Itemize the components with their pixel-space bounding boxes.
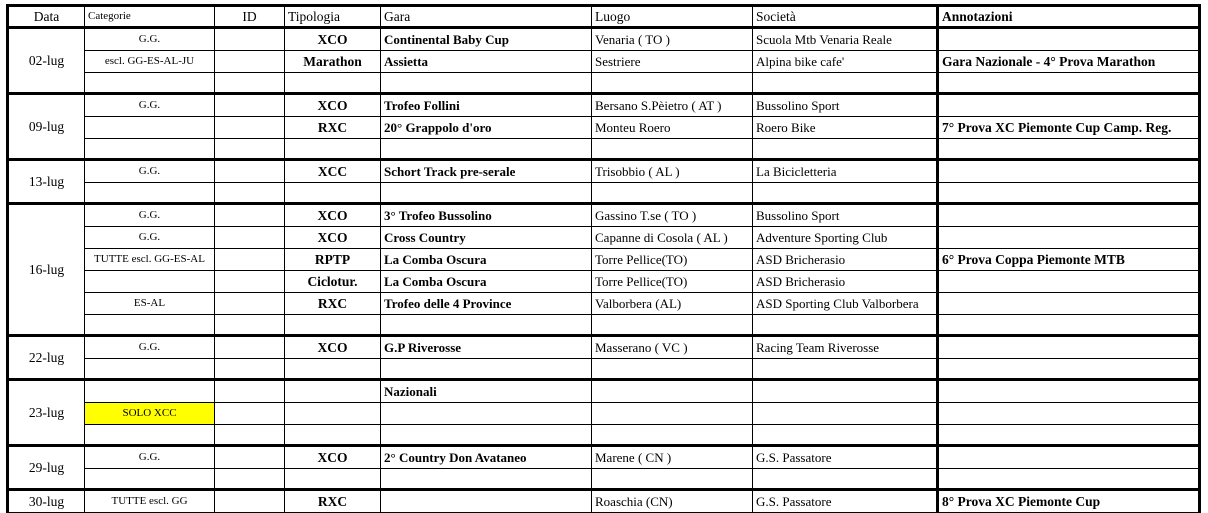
race-luogo: Masserano ( VC ) (592, 336, 753, 359)
table-row (8, 490, 1200, 513)
empty-cell (285, 469, 381, 490)
race-id-cell (215, 227, 285, 249)
race-societa: G.S. Passatore (753, 490, 938, 513)
empty-cell (592, 469, 753, 490)
race-annotazioni (938, 293, 1200, 315)
race-date: 22-lug (8, 336, 85, 380)
race-societa: ASD Bricherasio (753, 271, 938, 293)
empty-cell (285, 73, 381, 94)
race-annotazioni (938, 380, 1200, 403)
race-societa: Bussolino Sport (753, 94, 938, 117)
table-row (8, 249, 1200, 271)
race-id-cell (215, 293, 285, 315)
empty-cell (381, 139, 592, 160)
empty-cell (938, 183, 1200, 204)
race-gara: Trofeo Follini (381, 94, 592, 117)
race-luogo: Monteu Roero (592, 117, 753, 139)
race-id-cell (215, 271, 285, 293)
race-categorie: G.G. (85, 204, 215, 227)
race-societa: Bussolino Sport (753, 204, 938, 227)
race-id-cell (215, 446, 285, 469)
table-row (8, 336, 1200, 359)
race-societa: La Bicicletteria (753, 160, 938, 183)
race-societa: Adventure Sporting Club (753, 227, 938, 249)
race-tipologia: RXC (285, 490, 381, 513)
race-gara (381, 490, 592, 513)
table-row (8, 117, 1200, 139)
race-gara: Assietta (381, 51, 592, 73)
empty-cell (85, 139, 215, 160)
race-date: 02-lug (8, 28, 85, 94)
race-id-cell (215, 336, 285, 359)
race-societa (753, 403, 938, 425)
race-id-cell (215, 204, 285, 227)
race-tipologia: RXC (285, 293, 381, 315)
race-societa: ASD Sporting Club Valborbera (753, 293, 938, 315)
race-date: 30-lug (8, 490, 85, 513)
empty-cell (215, 139, 285, 160)
race-tipologia: RPTP (285, 249, 381, 271)
table-row (8, 51, 1200, 73)
race-societa: Alpina bike cafe' (753, 51, 938, 73)
race-luogo (592, 403, 753, 425)
empty-cell (381, 183, 592, 204)
race-gara: Nazionali (381, 380, 592, 403)
race-categorie: SOLO XCC (85, 403, 215, 425)
race-luogo: Roaschia (CN) (592, 490, 753, 513)
empty-cell (85, 469, 215, 490)
table-row (8, 94, 1200, 117)
race-gara: La Comba Oscura (381, 271, 592, 293)
race-calendar-sheet (6, 4, 1198, 507)
header-id: ID (215, 6, 285, 28)
race-id-cell (215, 160, 285, 183)
table-row (8, 403, 1200, 425)
race-societa: Scuola Mtb Venaria Reale (753, 28, 938, 51)
race-luogo: Bersano S.Pèietro ( AT ) (592, 94, 753, 117)
race-categorie (85, 380, 215, 403)
empty-cell (85, 315, 215, 336)
empty-cell (381, 425, 592, 446)
race-tipologia: Ciclotur. (285, 271, 381, 293)
race-annotazioni (938, 94, 1200, 117)
empty-cell (215, 183, 285, 204)
race-tipologia (285, 403, 381, 425)
empty-cell (938, 359, 1200, 380)
empty-cell (753, 139, 938, 160)
race-annotazioni: 6° Prova Coppa Piemonte MTB (938, 249, 1200, 271)
empty-cell (753, 73, 938, 94)
race-categorie: G.G. (85, 28, 215, 51)
empty-cell (592, 139, 753, 160)
race-gara: 2° Country Don Avataneo (381, 446, 592, 469)
race-annotazioni (938, 160, 1200, 183)
race-gara: La Comba Oscura (381, 249, 592, 271)
race-gara: Cross Country (381, 227, 592, 249)
race-id-cell (215, 28, 285, 51)
race-annotazioni: 7° Prova XC Piemonte Cup Camp. Reg. (938, 117, 1200, 139)
spacer-row (8, 425, 1200, 446)
empty-cell (215, 315, 285, 336)
race-calendar-body (8, 28, 1200, 513)
race-luogo: Torre Pellice(TO) (592, 249, 753, 271)
empty-cell (285, 183, 381, 204)
race-tipologia: XCO (285, 204, 381, 227)
race-annotazioni (938, 446, 1200, 469)
empty-cell (85, 425, 215, 446)
race-date: 09-lug (8, 94, 85, 160)
race-luogo: Sestriere (592, 51, 753, 73)
table-row (8, 227, 1200, 249)
empty-cell (592, 359, 753, 380)
race-gara: G.P Riverosse (381, 336, 592, 359)
spacer-row (8, 469, 1200, 490)
race-societa: Roero Bike (753, 117, 938, 139)
empty-cell (938, 469, 1200, 490)
empty-cell (592, 183, 753, 204)
spacer-row (8, 139, 1200, 160)
race-categorie: G.G. (85, 160, 215, 183)
empty-cell (285, 139, 381, 160)
empty-cell (753, 425, 938, 446)
header-data: Data (8, 6, 85, 28)
race-id-cell (215, 403, 285, 425)
race-luogo: Trisobbio ( AL ) (592, 160, 753, 183)
race-date: 29-lug (8, 446, 85, 490)
spacer-row (8, 315, 1200, 336)
race-gara: 3° Trofeo Bussolino (381, 204, 592, 227)
race-annotazioni (938, 271, 1200, 293)
spacer-row (8, 183, 1200, 204)
empty-cell (381, 73, 592, 94)
race-tipologia (285, 380, 381, 403)
race-gara: Schort Track pre-serale (381, 160, 592, 183)
empty-cell (285, 315, 381, 336)
race-categorie: G.G. (85, 227, 215, 249)
race-annotazioni (938, 403, 1200, 425)
table-row (8, 28, 1200, 51)
race-societa: G.S. Passatore (753, 446, 938, 469)
race-tipologia: XCO (285, 28, 381, 51)
empty-cell (592, 425, 753, 446)
race-luogo: Venaria ( TO ) (592, 28, 753, 51)
header-luogo: Luogo (592, 6, 753, 28)
race-luogo: Capanne di Cosola ( AL ) (592, 227, 753, 249)
header-annotazioni: Annotazioni (938, 6, 1200, 28)
empty-cell (285, 359, 381, 380)
spacer-row (8, 73, 1200, 94)
race-tipologia: XCO (285, 227, 381, 249)
race-id-cell (215, 51, 285, 73)
race-id-cell (215, 117, 285, 139)
race-tipologia: RXC (285, 117, 381, 139)
empty-cell (753, 359, 938, 380)
race-annotazioni (938, 28, 1200, 51)
spacer-row (8, 359, 1200, 380)
empty-cell (938, 315, 1200, 336)
race-societa: Racing Team Riverosse (753, 336, 938, 359)
header-gara: Gara (381, 6, 592, 28)
empty-cell (85, 73, 215, 94)
empty-cell (381, 359, 592, 380)
race-luogo: Marene ( CN ) (592, 446, 753, 469)
race-societa: ASD Bricherasio (753, 249, 938, 271)
race-categorie: escl. GG-ES-AL-JU (85, 51, 215, 73)
table-row (8, 380, 1200, 403)
empty-cell (381, 315, 592, 336)
race-id-cell (215, 380, 285, 403)
race-luogo: Valborbera (AL) (592, 293, 753, 315)
race-categorie (85, 117, 215, 139)
empty-cell (938, 425, 1200, 446)
table-row (8, 446, 1200, 469)
race-categorie: G.G. (85, 94, 215, 117)
race-annotazioni: 8° Prova XC Piemonte Cup (938, 490, 1200, 513)
race-gara: Continental Baby Cup (381, 28, 592, 51)
race-tipologia: XCO (285, 94, 381, 117)
empty-cell (753, 469, 938, 490)
header-row (8, 6, 1200, 28)
table-row (8, 160, 1200, 183)
race-categorie: G.G. (85, 446, 215, 469)
race-gara: Trofeo delle 4 Province (381, 293, 592, 315)
race-id-cell (215, 249, 285, 271)
race-gara: 20° Grappolo d'oro (381, 117, 592, 139)
race-calendar-table (6, 4, 1201, 513)
header-tipologia: Tipologia (285, 6, 381, 28)
race-annotazioni (938, 227, 1200, 249)
race-categorie: G.G. (85, 336, 215, 359)
empty-cell (215, 359, 285, 380)
empty-cell (592, 73, 753, 94)
race-id-cell (215, 94, 285, 117)
empty-cell (592, 315, 753, 336)
race-date: 13-lug (8, 160, 85, 204)
empty-cell (938, 73, 1200, 94)
empty-cell (215, 469, 285, 490)
race-categorie: ES-AL (85, 293, 215, 315)
race-societa (753, 380, 938, 403)
race-tipologia: XCO (285, 336, 381, 359)
empty-cell (215, 73, 285, 94)
empty-cell (381, 469, 592, 490)
empty-cell (85, 183, 215, 204)
header-societa: Società (753, 6, 938, 28)
empty-cell (285, 425, 381, 446)
table-row (8, 204, 1200, 227)
race-luogo: Gassino T.se ( TO ) (592, 204, 753, 227)
race-tipologia: XCC (285, 160, 381, 183)
table-row (8, 271, 1200, 293)
empty-cell (938, 139, 1200, 160)
header-categorie: Categorie (85, 6, 215, 28)
race-categorie (85, 271, 215, 293)
race-date: 23-lug (8, 380, 85, 446)
race-categorie: TUTTE escl. GG-ES-AL (85, 249, 215, 271)
table-row (8, 293, 1200, 315)
race-id-cell (215, 490, 285, 513)
race-annotazioni (938, 336, 1200, 359)
race-annotazioni (938, 204, 1200, 227)
race-luogo: Torre Pellice(TO) (592, 271, 753, 293)
empty-cell (215, 425, 285, 446)
race-categorie: TUTTE escl. GG (85, 490, 215, 513)
empty-cell (85, 359, 215, 380)
race-date: 16-lug (8, 204, 85, 336)
race-tipologia: Marathon (285, 51, 381, 73)
race-annotazioni: Gara Nazionale - 4° Prova Marathon (938, 51, 1200, 73)
race-gara (381, 403, 592, 425)
race-tipologia: XCO (285, 446, 381, 469)
empty-cell (753, 315, 938, 336)
empty-cell (753, 183, 938, 204)
race-luogo (592, 380, 753, 403)
